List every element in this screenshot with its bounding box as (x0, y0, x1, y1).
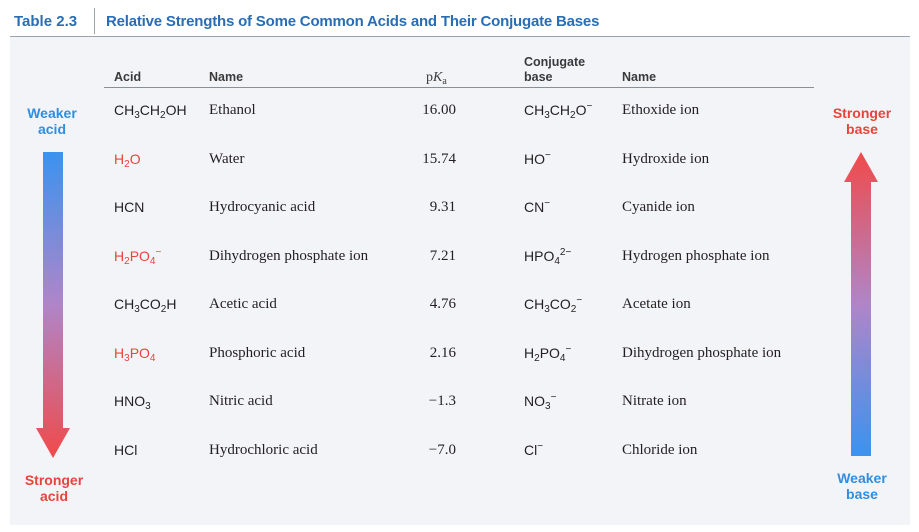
pka-value: 9.31 (429, 199, 456, 215)
right-bottom-label (822, 470, 902, 502)
left-top-line1: Weaker (27, 105, 77, 121)
header-pka-k: K (433, 70, 443, 85)
left-bottom-line1: Stronger (24, 472, 84, 488)
acid-formula: $CH_3CO_2H$ (114, 296, 177, 315)
header-conjugate-line1: Conjugate (524, 55, 586, 69)
acid-formula: $H_2O$ (114, 150, 141, 170)
right-bottom-line1: Weaker (837, 470, 887, 486)
left-bottom-label (14, 472, 94, 504)
acid-name: Water (209, 150, 245, 167)
table-row (0, 102, 919, 126)
table-row (0, 248, 919, 272)
conjugate-base-formula: Cl− (524, 440, 544, 458)
acid-formula: HCl (114, 441, 138, 458)
table-row (0, 296, 919, 320)
right-top-line2: base (846, 121, 878, 137)
table-row (0, 199, 919, 223)
table-row (0, 442, 919, 466)
conjugate-base-formula: $CH_3CO_2^-$ (524, 295, 583, 315)
conjugate-base-formula: CN− (524, 198, 551, 215)
conjugate-base-formula: HO− (524, 149, 551, 167)
acid-formula: $H_3PO_4$ (114, 344, 156, 364)
table-title: Relative Strengths of Some Common Acids and Their Conjugate Bases (106, 13, 600, 30)
pka-value: 15.74 (422, 150, 456, 167)
header-pka (426, 70, 447, 85)
acid-name: Dihydrogen phosphate ion (209, 247, 369, 264)
conjugate-base-formula: $NO_3^-$ (524, 392, 557, 412)
table-number: Table 2.3 (14, 13, 78, 30)
acid-name: Hydrocyanic acid (209, 199, 316, 215)
acid-formula: $H_2PO_4^-$ (114, 246, 162, 267)
conjugate-base-formula: $H_2PO_4^-$ (524, 343, 572, 364)
conjugate-base-formula: $CH_3CH_2O^-$ (524, 101, 593, 121)
conjugate-base-name: Cyanide ion (622, 199, 695, 215)
table-caption (0, 0, 919, 36)
table-row (0, 345, 919, 369)
conjugate-base-name: Chloride ion (622, 441, 698, 458)
pka-value: 7.21 (429, 247, 456, 264)
right-top-label (822, 105, 902, 137)
header-pka-p: p (426, 70, 433, 85)
acid-name: Nitric acid (209, 393, 273, 409)
table-row (0, 151, 919, 175)
header-base-name: Name (622, 70, 657, 84)
acid-name: Hydrochloric acid (209, 441, 318, 458)
left-top-label (12, 105, 92, 137)
pka-value: 4.76 (429, 296, 456, 312)
pka-value: 16.00 (422, 102, 456, 118)
conjugate-base-name: Hydrogen phosphate ion (622, 247, 770, 264)
acid-formula: HCN (114, 199, 145, 215)
header-acid: Acid (114, 70, 142, 84)
acid-name: Ethanol (209, 102, 256, 118)
right-bottom-line2: base (846, 486, 878, 502)
pka-value: −7.0 (428, 441, 456, 458)
acid-strength-arrow (35, 150, 71, 460)
header-rule (104, 87, 814, 88)
conjugate-base-name: Dihydrogen phosphate ion (622, 344, 782, 361)
caption-divider (94, 8, 95, 34)
conjugate-base-name: Hydroxide ion (622, 150, 710, 167)
acid-formula: $HNO_3$ (114, 393, 151, 412)
acid-name: Acetic acid (209, 296, 277, 312)
header-conjugate-line2: base (524, 70, 553, 84)
table-row (0, 393, 919, 417)
conjugate-base-formula: $HPO_4^{2-}$ (524, 246, 572, 267)
left-top-line2: acid (37, 121, 66, 137)
conjugate-base-name: Ethoxide ion (622, 102, 700, 118)
right-top-line1: Stronger (832, 105, 892, 121)
acid-formula: $CH_3CH_2OH$ (114, 102, 187, 121)
conjugate-base-name: Nitrate ion (622, 393, 687, 409)
base-strength-arrow (843, 150, 879, 460)
pka-value: −1.3 (428, 393, 456, 409)
header-pka-sub: a (442, 76, 447, 87)
header-acid-name: Name (209, 70, 244, 84)
left-bottom-line2: acid (39, 488, 68, 504)
pka-value: 2.16 (429, 344, 456, 361)
conjugate-base-name: Acetate ion (622, 296, 691, 312)
acid-name: Phosphoric acid (209, 344, 306, 361)
